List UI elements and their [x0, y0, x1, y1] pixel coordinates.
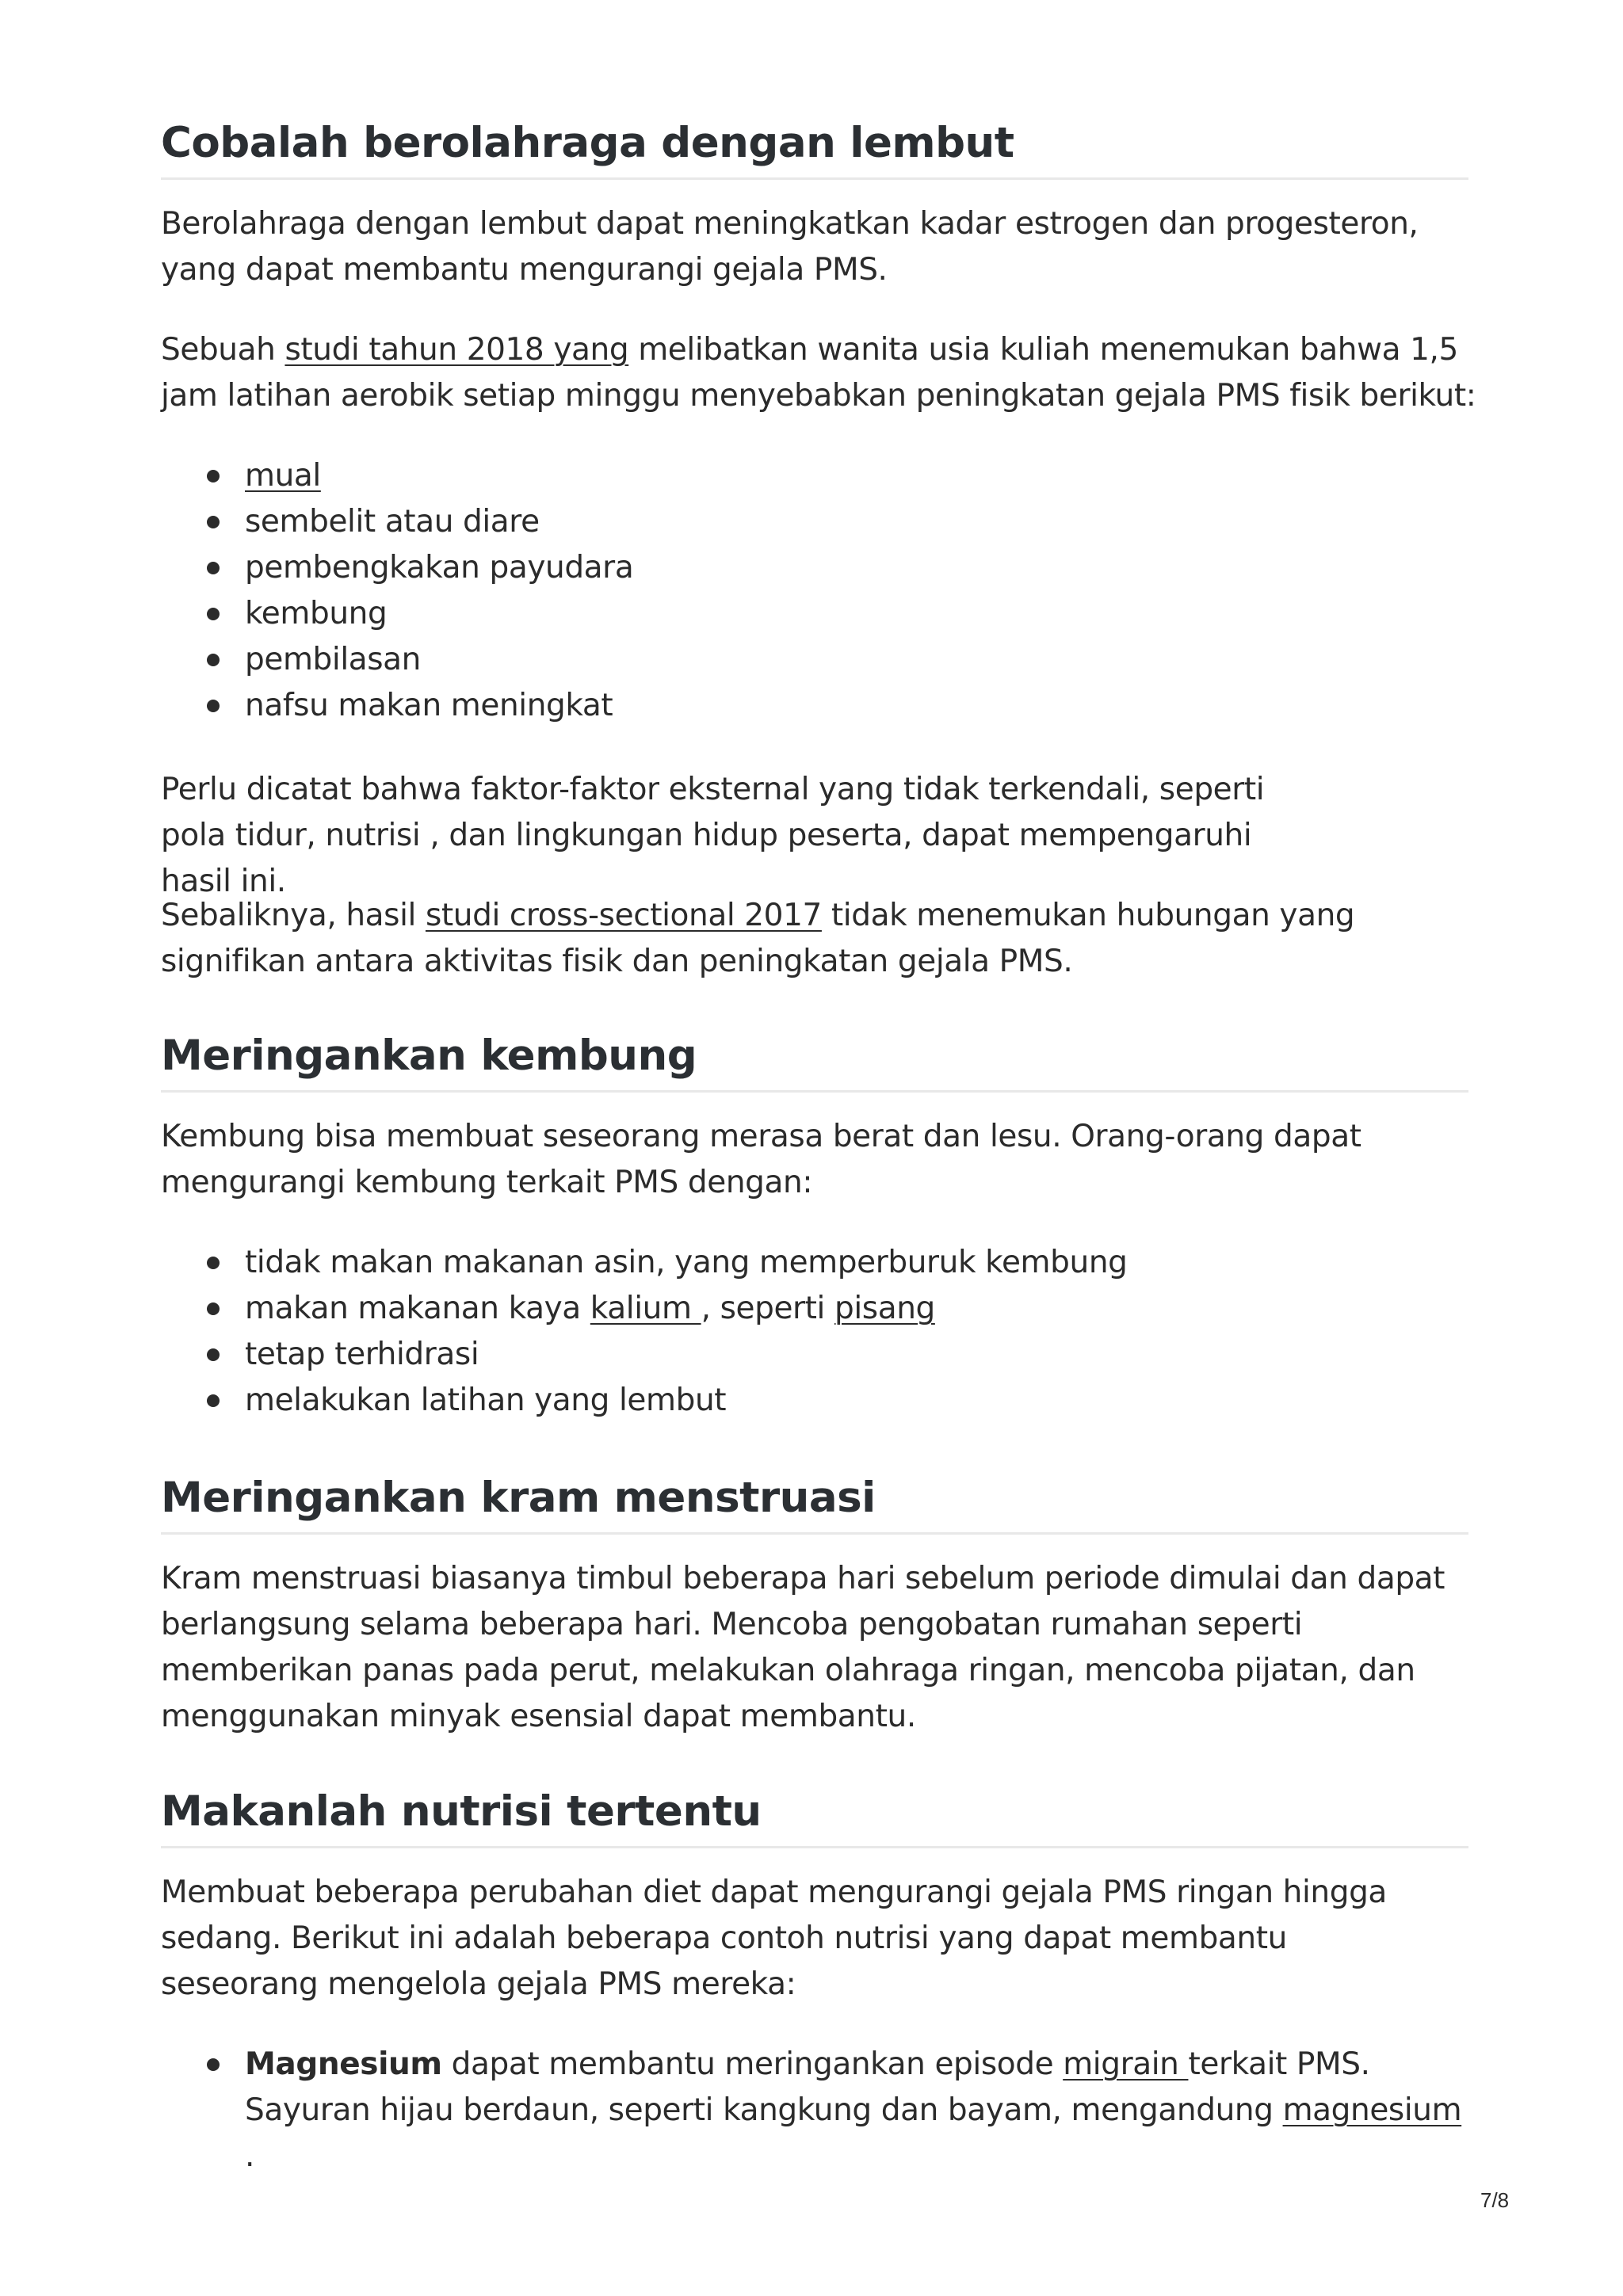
bullet-icon	[207, 1348, 220, 1361]
paragraph	[161, 767, 1302, 905]
mual-link[interactable]: mual	[245, 458, 321, 494]
paragraph-text: Perlu dicatat bahwa faktor-faktor eksternal yang tidak terkendali, seperti pola tidur, nutrisi , dan lingkungan hidup peserta, dapat mempengaruhi hasil ini.	[161, 772, 1265, 899]
section-heading: Meringankan kram menstruasi	[161, 1474, 1468, 1535]
list-item	[161, 1286, 1468, 1332]
pisang-link[interactable]: pisang	[834, 1291, 935, 1326]
paragraph	[161, 1870, 1437, 2008]
paragraph	[161, 327, 1476, 419]
list-item	[161, 591, 1468, 637]
study-2018-link[interactable]: studi tahun 2018 yang	[285, 332, 629, 368]
list-item	[161, 499, 1468, 545]
list-item-text: terkait PMS. Sayuran hijau berdaun, seperti kangkung dan bayam, mengandung	[245, 2046, 1370, 2128]
list-item-text: pembilasan	[245, 642, 422, 677]
bullet-icon	[207, 654, 220, 666]
paragraph-text: Kembung bisa membuat seseorang merasa berat dan lesu. Orang-orang dapat mengurangi kembung terkait PMS dengan:	[161, 1119, 1361, 1200]
paragraph	[161, 1556, 1476, 1740]
bloating-tips-list	[161, 1240, 1468, 1424]
list-item-text: .	[245, 2138, 254, 2174]
migrain-link[interactable]: migrain	[1063, 2046, 1189, 2082]
paragraph-text: Sebaliknya, hasil	[161, 898, 426, 933]
bullet-icon	[207, 1394, 220, 1407]
section-heading: Makanlah nutrisi tertentu	[161, 1787, 1468, 1848]
list-item	[161, 1332, 1468, 1378]
list-item-text: makan makanan kaya	[245, 1291, 590, 1326]
list-item-text: tetap terhidrasi	[245, 1337, 479, 1372]
study-2017-link[interactable]: studi cross-sectional 2017	[425, 898, 822, 933]
list-item	[161, 1240, 1468, 1286]
list-item	[161, 545, 1468, 591]
kalium-link[interactable]: kalium	[590, 1291, 701, 1326]
list-item	[161, 637, 1468, 683]
page-number: 7/8	[1480, 2188, 1510, 2212]
list-item	[161, 683, 1468, 729]
bullet-icon	[207, 608, 220, 620]
paragraph-text: melibatkan wanita usia kuliah menemukan bahwa 1,5 jam latihan aerobik setiap minggu menyebabkan peningkatan gejala PMS fisik berikut:	[161, 332, 1476, 414]
bullet-icon	[207, 470, 220, 482]
bullet-icon	[207, 1302, 220, 1315]
symptom-list	[161, 453, 1468, 729]
paragraph	[161, 893, 1476, 985]
list-item	[161, 1378, 1468, 1424]
bullet-icon	[207, 1257, 220, 1269]
paragraph-text: Membuat beberapa perubahan diet dapat mengurangi gejala PMS ringan hingga sedang. Berikut ini adalah beberapa contoh nutrisi yang dapat membantu seseorang mengelola gejala PMS mereka:	[161, 1875, 1387, 2002]
list-item	[161, 453, 1468, 499]
list-item-text: sembelit atau diare	[245, 504, 540, 540]
nutrient-name: Magnesium	[245, 2046, 442, 2082]
paragraph-text: Berolahraga dengan lembut dapat meningkatkan kadar estrogen dan progesteron, yang dapat membantu mengurangi gejala PMS.	[161, 206, 1419, 288]
section-heading: Meringankan kembung	[161, 1032, 1468, 1093]
paragraph	[161, 1114, 1365, 1206]
magnesium-link[interactable]: magnesium	[1282, 2092, 1462, 2128]
paragraph-text: Kram menstruasi biasanya timbul beberapa hari sebelum periode dimulai dan dapat berlangsung selama beberapa hari. Mencoba pengobatan rumahan seperti memberikan panas pada perut, melakukan olahraga ringan, mencoba pijatan, dan menggunakan minyak esensial dapat membantu.	[161, 1561, 1445, 1734]
paragraph	[161, 201, 1468, 293]
list-item-text: tidak makan makanan asin, yang memperburuk kembung	[245, 1245, 1128, 1280]
list-item-text: , seperti	[701, 1291, 834, 1326]
bullet-icon	[207, 562, 220, 574]
bullet-icon	[207, 516, 220, 528]
list-item-text: melakukan latihan yang lembut	[245, 1383, 727, 1418]
list-item-text: pembengkakan payudara	[245, 550, 634, 585]
list-item-text: nafsu makan meningkat	[245, 688, 613, 723]
list-item	[161, 2042, 1476, 2180]
section-heading: Cobalah berolahraga dengan lembut	[161, 119, 1468, 180]
list-item-text: dapat membantu meringankan episode	[441, 2046, 1064, 2082]
nutrient-list	[161, 2042, 1476, 2180]
bullet-icon	[207, 2058, 220, 2071]
list-item-text: kembung	[245, 596, 388, 631]
bullet-icon	[207, 700, 220, 712]
paragraph-text: Sebuah	[161, 332, 285, 368]
paragraph-text: tidak menemukan hubungan yang signifikan antara aktivitas fisik dan peningkatan gejala PMS.	[161, 898, 1355, 979]
